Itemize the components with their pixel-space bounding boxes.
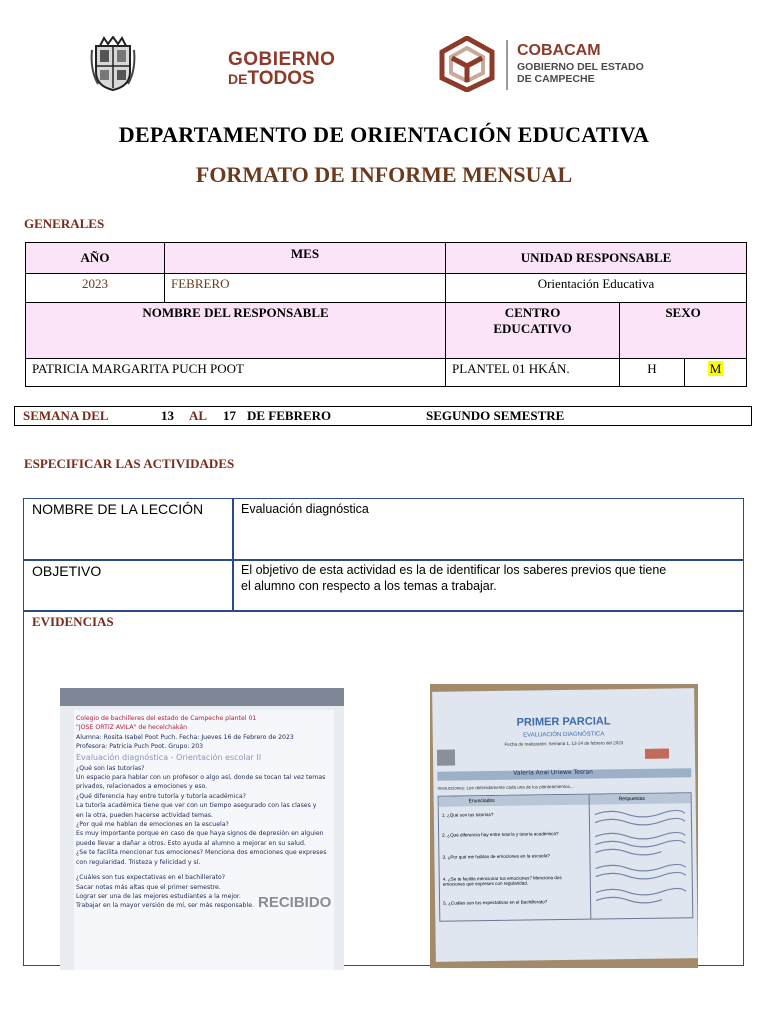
leccion-value: Evaluación diagnóstica: [241, 502, 369, 516]
primer-parcial-title: PRIMER PARCIAL: [516, 715, 611, 729]
semestre: SEGUNDO SEMESTRE: [426, 408, 565, 423]
semana-month: DE FEBRERO: [247, 408, 332, 423]
form-title: FORMATO DE INFORME MENSUAL: [195, 162, 573, 187]
semana-label: SEMANA DEL: [23, 408, 109, 423]
generales-table: [25, 242, 747, 387]
evidence-photo-printed-exam: [430, 684, 698, 968]
recibido-stamp: RECIBIDO: [258, 894, 332, 911]
leccion-label: NOMBRE DE LA LECCIÓN: [32, 501, 204, 517]
row-divider-1: [23, 559, 744, 561]
cobacam-name: COBACAM: [517, 42, 601, 59]
column-divider: [232, 498, 234, 611]
responsable-value: PATRICIA MARGARITA PUCH POOT: [26, 359, 446, 387]
ano-value: 2023: [26, 274, 165, 303]
semana-row: [14, 406, 752, 426]
gobierno-de-todos-logo: [228, 50, 348, 89]
sexo-label: SEXO: [620, 303, 747, 359]
evidencias-label: EVIDENCIAS: [32, 614, 114, 629]
actividades-heading: ESPECIFICAR LAS ACTIVIDADES: [24, 456, 235, 471]
objetivo-label: OBJETIVO: [32, 563, 102, 579]
generales-heading: GENERALES: [24, 216, 105, 231]
diagnostic-table: Enunciados Respuestas 1. ¿Qué son las tutorías? 2. ¿Qué diferencia hay entre tutoría y tutoría académica? 3. ¿Por qué me hablan de emociones en la escuela? 4. ¿Se te facilita mencionar tus emociones? Menciona dos emociones que expreses con regularidad. 5. ¿Cuáles son tus expectativas en el Bachillerato?: [438, 792, 694, 922]
centro-value: PLANTEL 01 HKÁN.: [446, 359, 620, 387]
gobierno-logo-todos: TODOS: [247, 68, 315, 89]
campeche-coat-of-arms-icon: [90, 36, 136, 92]
handwritten-answers-scribble: [591, 805, 691, 916]
gobierno-logo-line1: GOBIERNO: [228, 49, 336, 70]
unidad-value: Orientación Educativa: [446, 274, 747, 303]
mes-value: FEBRERO: [165, 274, 446, 303]
responsable-label: NOMBRE DEL RESPONSABLE: [26, 303, 446, 359]
handwritten-lines: Colegio de bachilleres del estado de Campeche plantel 01 "JOSE ORTIZ AVILA" de hecelchakán Alumna: Rosita Isabel Poot Puch. Fecha: Jueves 16 de Febrero de 2023 Profesora: Patricia Puch Poot. Grupo: 203 Evaluación diagnóstica - Orientación escolar II ¿Qué son las tutorías? Un espacio para hablar con un profesor o algo así, donde se tocan tal vez temas privados, relacionados a emociones y eso. ¿Qué diferencia hay entre tutoría y tutoría académica? La tutoría académica tiene que ver con un tiempo asegurado con las clases y en la otra, pueden hacerse actividad temas. ¿Por qué me hablan de emociones en la escuela? Es muy importante porque en caso de que haya signos de depresión en alguien puede llevar a dañar a otros. Esto ayuda al alumno a mejorar en su salud. ¿Se te facilita mencionar tus emociones? Menciona dos emociones que expreses con regularidad. Tristeza y felicidad y sí. ¿Cuáles son tus expectativas en el bachillerato? Sacar notas más altas que el primer semestre. Lograr ser una de las mejores estudiantes a la mejor. Trabajar en la mayor versión de mí, ser más responsable.: [76, 715, 327, 910]
cobacam-logo-text: [517, 43, 677, 85]
student-name: Valeria Anai Uriewe Tesran: [513, 768, 594, 777]
semana-from: 13: [161, 408, 174, 423]
semana-to: 17: [223, 408, 236, 423]
evidence-photo-handwritten-exam: [60, 688, 344, 970]
department-title: DEPARTAMENTO DE ORIENTACIÓN EDUCATIVA: [118, 122, 650, 147]
cobacam-sub1: GOBIERNO DEL ESTADO: [517, 61, 644, 73]
centro-label: CENTRO EDUCATIVO: [446, 303, 620, 359]
sexo-h: H: [620, 359, 685, 387]
row-divider-2: [23, 610, 744, 612]
ano-label: AÑO: [26, 243, 165, 274]
sexo-m-selected: M: [709, 361, 722, 376]
diagnostic-date: Fecha de realización: Semana 1, 13-24 de febrero del 2023: [504, 740, 624, 747]
diagnostic-instructions: Instrucciones: Lee detenidamente cada una de los planteamientos...: [437, 783, 574, 791]
mes-label: MES: [165, 243, 446, 274]
cobacam-sub2: DE CAMPECHE: [517, 73, 595, 85]
semana-al: AL: [189, 408, 208, 423]
cobacam-separator: [506, 40, 508, 90]
diagnostic-subtitle: EVALUACIÓN DIAGNÓSTICA: [523, 731, 605, 739]
gobierno-logo-de: DE: [228, 71, 248, 87]
unidad-label: UNIDAD RESPONSABLE: [446, 243, 747, 274]
cobacam-hexagon-icon: [438, 36, 496, 92]
objetivo-value: El objetivo de esta actividad es la de identificar los saberes previos que tiene el alumno con respecto a los temas a trabajar.: [241, 563, 667, 593]
